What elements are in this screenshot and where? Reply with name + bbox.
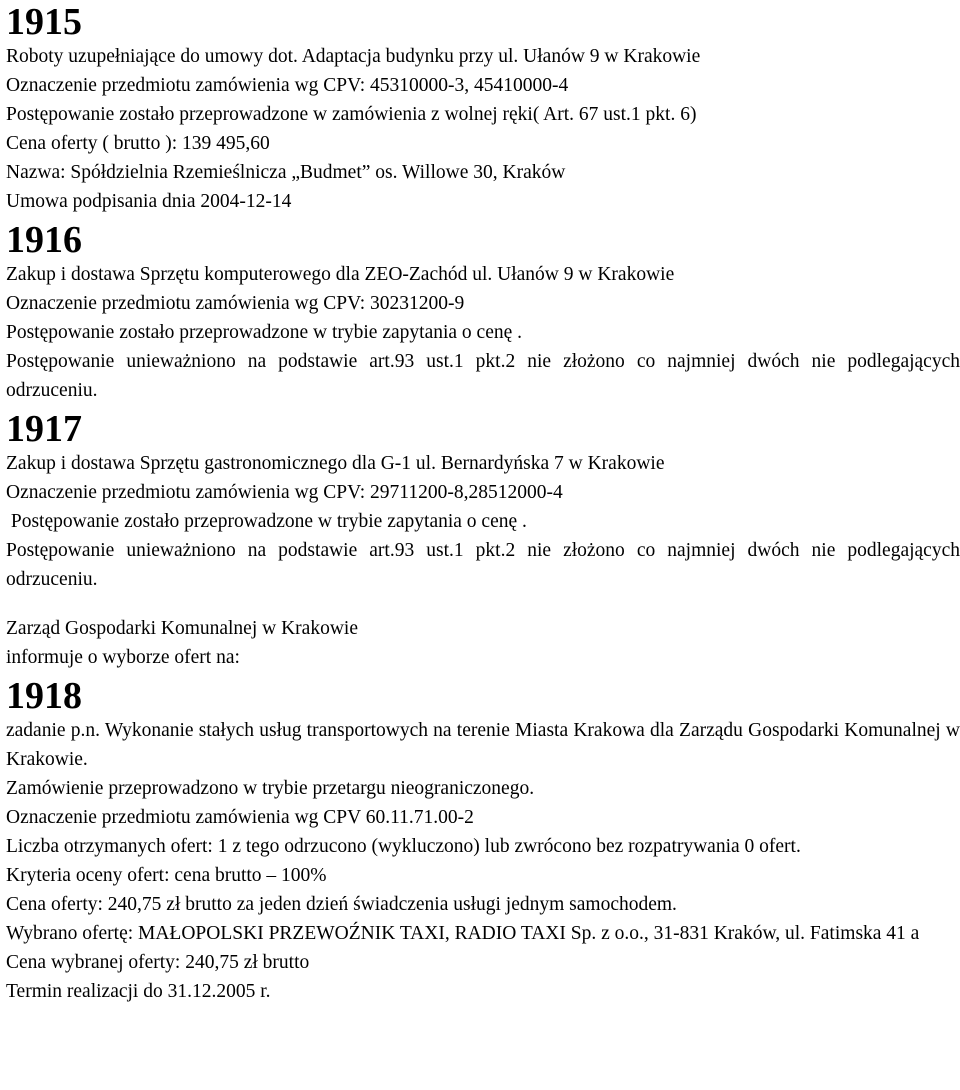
section-1918-line: Zamówienie przeprowadzono w trybie przetargu nieograniczonego. bbox=[6, 778, 535, 799]
section-1916-line: Zakup i dostawa Sprzętu komputerowego dla ZEO-Zachód ul. Ułanów 9 w Krakowie bbox=[6, 264, 675, 285]
section-1918-line: Cena wybranej oferty: 240,75 zł brutto bbox=[6, 952, 310, 973]
intro-line: informuje o wyborze ofert na: bbox=[6, 647, 240, 668]
section-1915-line: Postępowanie zostało przeprowadzone w zamówienia z wolnej ręki( Art. 67 ust.1 pkt. 6) bbox=[6, 104, 697, 125]
section-number-1918: 1918 bbox=[6, 675, 82, 717]
section-1917-line: Postępowanie zostało przeprowadzone w trybie zapytania o cenę . bbox=[6, 511, 527, 532]
intro-line: Zarząd Gospodarki Komunalnej w Krakowie bbox=[6, 618, 358, 639]
section-1916-line: Postępowanie zostało przeprowadzone w trybie zapytania o cenę . bbox=[6, 322, 523, 343]
section-1918-line: Wybrano ofertę: MAŁOPOLSKI PRZEWOŹNIK TAXI, RADIO TAXI Sp. z o.o., 31-831 Kraków, ul. Fatimska 41 a bbox=[6, 923, 920, 944]
section-1916-line: Oznaczenie przedmiotu zamówienia wg CPV: 30231200-9 bbox=[6, 293, 465, 314]
section-1915-line: Cena oferty ( brutto ): 139 495,60 bbox=[6, 133, 270, 154]
blank-line bbox=[6, 594, 960, 614]
section-1918-line: Termin realizacji do 31.12.2005 r. bbox=[6, 981, 271, 1002]
section-1915-line: Nazwa: Spółdzielnia Rzemieślnicza „Budmet” os. Willowe 30, Kraków bbox=[6, 162, 566, 183]
section-1918-line: Kryteria oceny ofert: cena brutto – 100% bbox=[6, 865, 327, 886]
document-page bbox=[6, 0, 960, 1006]
section-1915-line: Umowa podpisania dnia 2004-12-14 bbox=[6, 191, 292, 212]
section-1918-line: zadanie p.n. Wykonanie stałych usług transportowych na terenie Miasta Krakowa dla Zarządu Gospodarki Komunalnej w Krakowie. bbox=[6, 720, 960, 770]
section-number-1916: 1916 bbox=[6, 219, 82, 261]
section-1918-line: Oznaczenie przedmiotu zamówienia wg CPV 60.11.71.00-2 bbox=[6, 807, 474, 828]
section-1917-line: Oznaczenie przedmiotu zamówienia wg CPV: 29711200-8,28512000-4 bbox=[6, 482, 563, 503]
section-1915-line: Oznaczenie przedmiotu zamówienia wg CPV: 45310000-3, 45410000-4 bbox=[6, 75, 569, 96]
section-1918-line: Cena oferty: 240,75 zł brutto za jeden dzień świadczenia usługi jednym samochodem. bbox=[6, 894, 677, 915]
section-1917-line: Zakup i dostawa Sprzętu gastronomicznego dla G-1 ul. Bernardyńska 7 w Krakowie bbox=[6, 453, 665, 474]
section-1918-line: Liczba otrzymanych ofert: 1 z tego odrzucono (wykluczono) lub zwrócono bez rozpatrywania 0 ofert. bbox=[6, 836, 801, 857]
section-1916-line: Postępowanie unieważniono na podstawie art.93 ust.1 pkt.2 nie złożono co najmniej dwóch nie podlegających odrzuceniu. bbox=[6, 351, 960, 401]
section-number-1915: 1915 bbox=[6, 1, 82, 43]
section-1915-line: Roboty uzupełniające do umowy dot. Adaptacja budynku przy ul. Ułanów 9 w Krakowie bbox=[6, 46, 701, 67]
section-number-1917: 1917 bbox=[6, 408, 82, 450]
section-1917-line: Postępowanie unieważniono na podstawie art.93 ust.1 pkt.2 nie złożono co najmniej dwóch nie podlegających odrzuceniu. bbox=[6, 540, 960, 590]
